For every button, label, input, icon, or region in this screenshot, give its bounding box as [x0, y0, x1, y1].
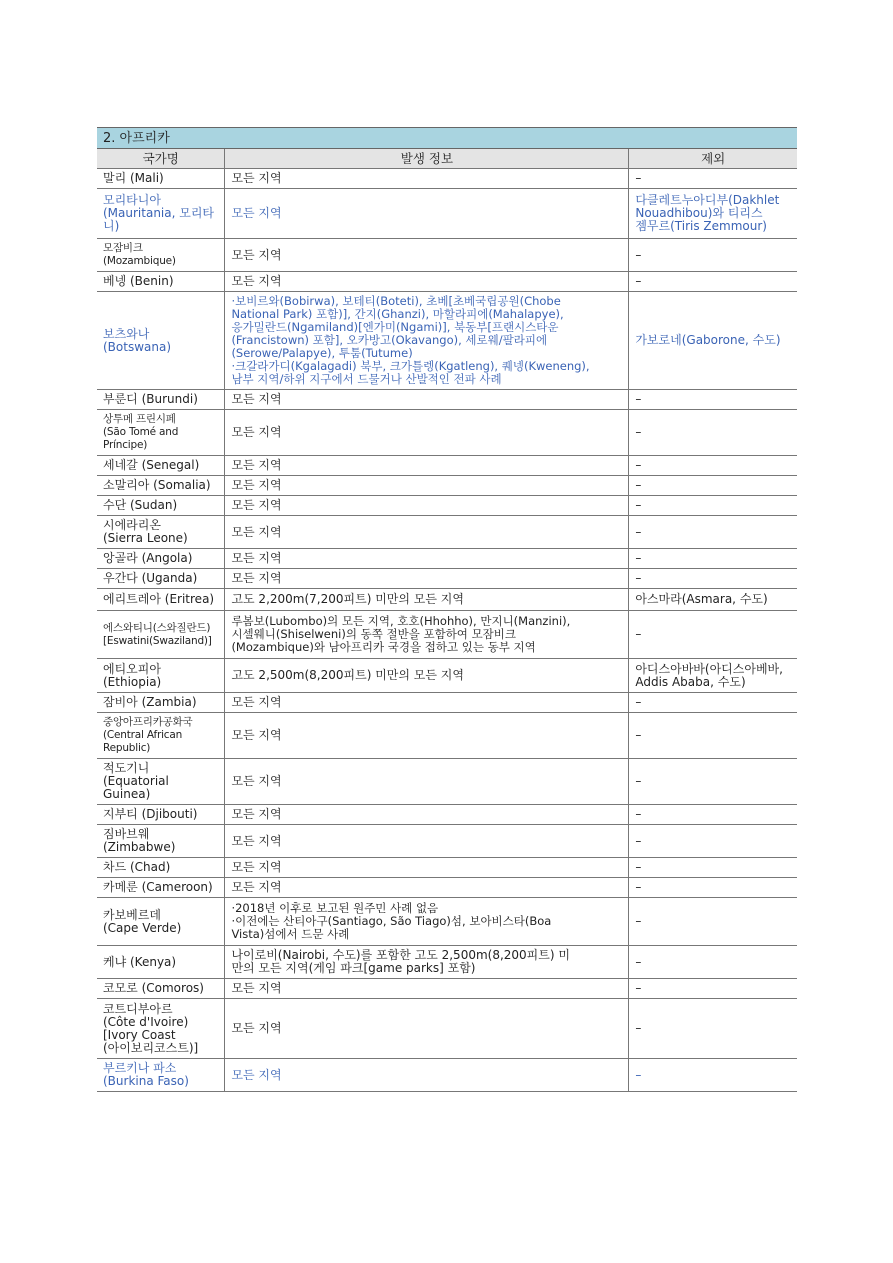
table-row	[97, 569, 797, 589]
table-row	[97, 292, 797, 390]
country-cell: 케냐 (Kenya)	[97, 946, 225, 979]
info-cell: 모든 지역	[225, 272, 629, 292]
country-cell: 부르키나 파소 (Burkina Faso)	[97, 1059, 225, 1092]
country-cell: 상투메 프린시페 (São Tomé and Príncipe)	[97, 410, 225, 456]
info-cell: 모든 지역	[225, 713, 629, 759]
country-cell: 에스와티니(스와질란드) [Eswatini(Swaziland)]	[97, 611, 225, 659]
info-cell: 모든 지역	[225, 456, 629, 476]
country-cell: 앙골라 (Angola)	[97, 549, 225, 569]
table-row	[97, 858, 797, 878]
info-cell: ·2018년 이후로 보고된 원주민 사례 없음 ·이전에는 산티아구(Santiago, São Tiago)섬, 보아비스타(Boa Vista)섬에서 드문 사례	[225, 898, 629, 946]
africa-malaria-table	[97, 127, 797, 1092]
exclusion-cell: 다클레트누아디부(Dakhlet Nouadhibou)와 티리스 젬무르(Tiris Zemmour)	[629, 189, 797, 239]
info-cell: 모든 지역	[225, 169, 629, 189]
exclusion-cell: –	[629, 805, 797, 825]
table-row	[97, 272, 797, 292]
info-cell: 모든 지역	[225, 390, 629, 410]
country-cell: 소말리아 (Somalia)	[97, 476, 225, 496]
section-title-row	[97, 128, 797, 149]
table-row	[97, 410, 797, 456]
exclusion-cell: 가보로네(Gaborone, 수도)	[629, 292, 797, 390]
info-cell: 모든 지역	[225, 825, 629, 858]
exclusion-cell: –	[629, 549, 797, 569]
exclusion-cell: –	[629, 713, 797, 759]
exclusion-cell: –	[629, 878, 797, 898]
table-header-row	[97, 149, 797, 169]
country-cell: 우간다 (Uganda)	[97, 569, 225, 589]
info-cell: 모든 지역	[225, 805, 629, 825]
exclusion-cell: 아디스아바바(아디스아베바, Addis Ababa, 수도)	[629, 659, 797, 693]
info-cell: 모든 지역	[225, 979, 629, 999]
exclusion-cell: –	[629, 516, 797, 549]
table-row	[97, 759, 797, 805]
exclusion-cell: –	[629, 1059, 797, 1092]
country-cell: 보츠와나 (Botswana)	[97, 292, 225, 390]
info-cell: 모든 지역	[225, 569, 629, 589]
info-cell: 모든 지역	[225, 496, 629, 516]
table-row	[97, 713, 797, 759]
country-cell: 코모로 (Comoros)	[97, 979, 225, 999]
info-cell: 모든 지역	[225, 1059, 629, 1092]
table-row	[97, 659, 797, 693]
country-cell: 모잠비크 (Mozambique)	[97, 239, 225, 272]
exclusion-cell: –	[629, 410, 797, 456]
info-cell: 모든 지역	[225, 693, 629, 713]
table-row	[97, 390, 797, 410]
table-row	[97, 611, 797, 659]
exclusion-cell: –	[629, 272, 797, 292]
info-cell: 나이로비(Nairobi, 수도)를 포함한 고도 2,500m(8,200피트) 미 만의 모든 지역(게임 파크[game parks] 포함)	[225, 946, 629, 979]
table-row	[97, 878, 797, 898]
section-title: 2. 아프리카	[97, 128, 797, 149]
country-cell: 부룬디 (Burundi)	[97, 390, 225, 410]
country-cell: 에리트레아 (Eritrea)	[97, 589, 225, 611]
country-cell: 세네갈 (Senegal)	[97, 456, 225, 476]
info-cell: 고도 2,500m(8,200피트) 미만의 모든 지역	[225, 659, 629, 693]
exclusion-cell: –	[629, 569, 797, 589]
info-cell: 모든 지역	[225, 759, 629, 805]
info-cell: 모든 지역	[225, 410, 629, 456]
header-country: 국가명	[97, 149, 225, 169]
country-cell: 에티오피아 (Ethiopia)	[97, 659, 225, 693]
exclusion-cell: –	[629, 759, 797, 805]
table-row	[97, 169, 797, 189]
table-row	[97, 946, 797, 979]
exclusion-cell: 아스마라(Asmara, 수도)	[629, 589, 797, 611]
country-cell: 카보베르데 (Cape Verde)	[97, 898, 225, 946]
table-row	[97, 549, 797, 569]
exclusion-cell: –	[629, 496, 797, 516]
exclusion-cell: –	[629, 239, 797, 272]
exclusion-cell: –	[629, 999, 797, 1059]
exclusion-cell: –	[629, 476, 797, 496]
country-cell: 코트디부아르 (Côte d'Ivoire) [Ivory Coast (아이보리코스트)]	[97, 999, 225, 1059]
table-row	[97, 589, 797, 611]
info-cell: 루봄보(Lubombo)의 모든 지역, 호호(Hhohho), 만지니(Manzini), 시셀웨니(Shiselweni)의 동쪽 절반을 포함하여 모잠비크 (Mozambique)와 남아프리카 국경을 접하고 있는 동부 지역	[225, 611, 629, 659]
table-row	[97, 496, 797, 516]
info-cell: 모든 지역	[225, 999, 629, 1059]
country-cell: 모리타니아 (Mauritania, 모리타니)	[97, 189, 225, 239]
country-cell: 수단 (Sudan)	[97, 496, 225, 516]
table-row	[97, 898, 797, 946]
country-cell: 중앙아프리카공화국 (Central African Republic)	[97, 713, 225, 759]
country-cell: 시에라리온 (Sierra Leone)	[97, 516, 225, 549]
country-cell: 적도기니 (Equatorial Guinea)	[97, 759, 225, 805]
table-row	[97, 456, 797, 476]
header-exclusion: 제외	[629, 149, 797, 169]
exclusion-cell: –	[629, 169, 797, 189]
table-row	[97, 189, 797, 239]
info-cell: 모든 지역	[225, 549, 629, 569]
table-row	[97, 979, 797, 999]
table-row	[97, 476, 797, 496]
info-cell: 모든 지역	[225, 878, 629, 898]
info-cell: 모든 지역	[225, 239, 629, 272]
info-cell: ·보비르와(Bobirwa), 보테티(Boteti), 초베[초베국립공원(Chobe National Park) 포함)], 간지(Ghanzi), 마할라피에(Mahalapye), 응가밀란드(Ngamiland)[엔가미(Ngami)], 북동부[프랜시스타운 (Francistown) 포함], 오카방고(Okavango), 세로웨/팔라피에 (Serowe/Palapye), 투툼(Tutume) ·크갈라가디(Kgalagadi) 북부, 크가틀렝(Kgatleng), 퀘넹(Kweneng), 남부 지역/하위 지구에서 드물거나 산발적인 전파 사례	[225, 292, 629, 390]
exclusion-cell: –	[629, 946, 797, 979]
exclusion-cell: –	[629, 825, 797, 858]
country-cell: 짐바브웨 (Zimbabwe)	[97, 825, 225, 858]
info-cell: 고도 2,200m(7,200피트) 미만의 모든 지역	[225, 589, 629, 611]
exclusion-cell: –	[629, 979, 797, 999]
country-cell: 지부티 (Djibouti)	[97, 805, 225, 825]
exclusion-cell: –	[629, 390, 797, 410]
country-cell: 잠비아 (Zambia)	[97, 693, 225, 713]
table-row	[97, 239, 797, 272]
table-row	[97, 1059, 797, 1092]
table-row	[97, 999, 797, 1059]
info-cell: 모든 지역	[225, 476, 629, 496]
exclusion-cell: –	[629, 693, 797, 713]
info-cell: 모든 지역	[225, 189, 629, 239]
exclusion-cell: –	[629, 611, 797, 659]
table-row	[97, 825, 797, 858]
table-row	[97, 693, 797, 713]
exclusion-cell: –	[629, 858, 797, 878]
exclusion-cell: –	[629, 456, 797, 476]
country-cell: 말리 (Mali)	[97, 169, 225, 189]
table-row	[97, 805, 797, 825]
exclusion-cell: –	[629, 898, 797, 946]
table-row	[97, 516, 797, 549]
header-info: 발생 정보	[225, 149, 629, 169]
country-cell: 카메룬 (Cameroon)	[97, 878, 225, 898]
info-cell: 모든 지역	[225, 516, 629, 549]
country-cell: 차드 (Chad)	[97, 858, 225, 878]
country-cell: 베넹 (Benin)	[97, 272, 225, 292]
info-cell: 모든 지역	[225, 858, 629, 878]
